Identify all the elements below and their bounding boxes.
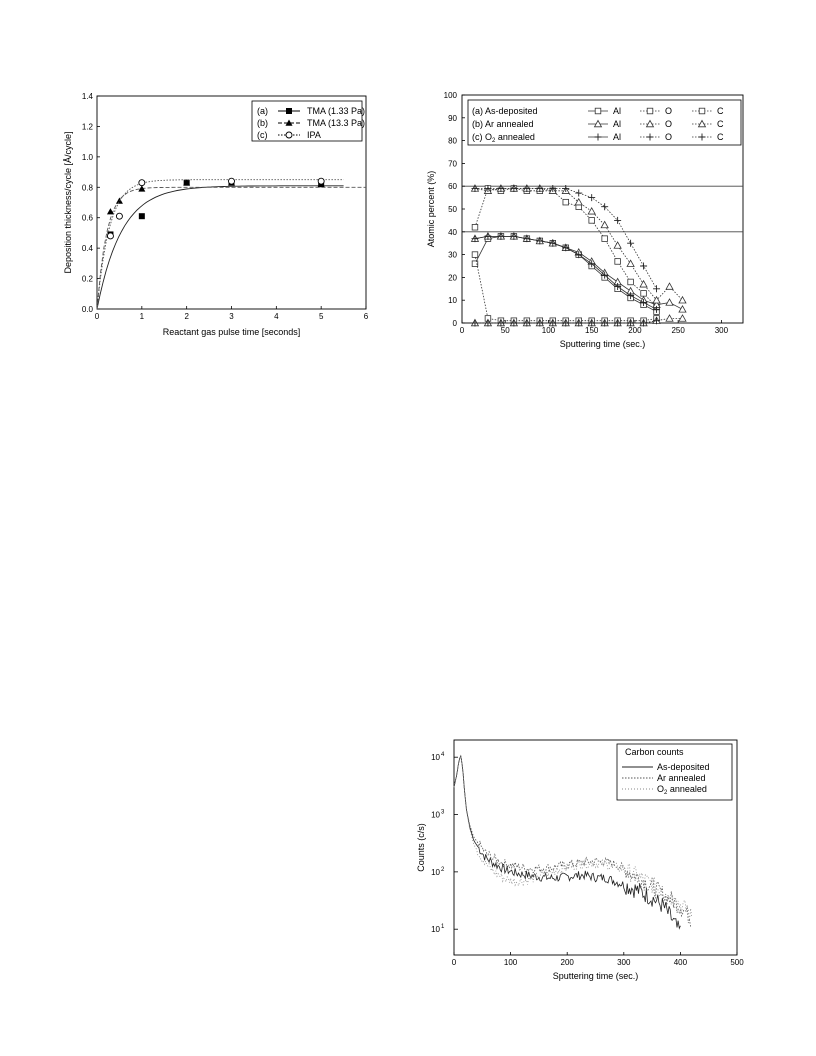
legend-marker xyxy=(647,108,653,114)
legend-element-label: Al xyxy=(613,132,622,142)
legend-tag: (a) xyxy=(257,106,268,116)
x-tick-label: 100 xyxy=(541,326,556,335)
legend-label-part: O xyxy=(657,784,665,794)
y-tick-label: 30 xyxy=(448,250,457,260)
legend-label-part: Ar annealed xyxy=(657,773,706,783)
y-tick-exponent: 2 xyxy=(441,866,445,873)
x-tick-label: 50 xyxy=(500,326,510,335)
y-tick-label: 10 xyxy=(431,753,440,763)
legend-row-label-part: (c) O xyxy=(472,132,492,142)
legend-row-label-part: (a) As-deposited xyxy=(472,106,538,116)
legend-marker xyxy=(699,108,705,114)
data-point xyxy=(575,190,582,197)
data-point xyxy=(601,203,608,210)
data-point xyxy=(627,260,634,266)
y-tick-label: 1.2 xyxy=(81,122,93,132)
y-tick-label: 10 xyxy=(431,867,440,877)
legend-label xyxy=(657,773,706,783)
y-tick-exponent: 3 xyxy=(441,809,445,816)
x-tick-label: 400 xyxy=(673,958,688,967)
y-tick-label: 10 xyxy=(431,925,440,935)
y-tick-label: 0.8 xyxy=(81,183,93,193)
x-tick-label: 200 xyxy=(628,326,642,335)
data-point xyxy=(589,218,595,224)
x-tick-label: 500 xyxy=(730,958,744,967)
legend-element-label: Al xyxy=(613,119,622,129)
y-axis-label: Counts (c/s) xyxy=(416,823,426,872)
y-tick-label: 90 xyxy=(448,113,457,123)
y-tick-label: 60 xyxy=(448,182,457,192)
y-tick-exponent: 4 xyxy=(441,752,445,759)
data-point xyxy=(666,315,673,321)
fit-curve xyxy=(97,186,344,309)
data-point xyxy=(641,291,647,297)
data-point xyxy=(601,221,608,227)
data-point xyxy=(472,252,478,258)
legend-title: Carbon counts xyxy=(625,747,684,757)
x-tick-label: 150 xyxy=(585,326,599,335)
legend-tag: (c) xyxy=(257,130,268,140)
x-tick-label: 1 xyxy=(139,312,145,321)
x-tick-label: 6 xyxy=(363,312,369,321)
y-tick-label: 1.4 xyxy=(81,92,93,101)
legend-tag: (b) xyxy=(257,118,268,128)
legend-label: TMA (13.3 Pa) xyxy=(307,118,366,128)
legend-element-label: C xyxy=(717,119,724,129)
x-tick-label: 100 xyxy=(503,958,518,967)
data-point xyxy=(139,213,145,219)
data-point xyxy=(107,233,113,239)
y-tick-label: 0.4 xyxy=(81,244,93,254)
legend-label: TMA (1.33 Pa) xyxy=(307,106,366,116)
x-tick-label: 4 xyxy=(274,312,279,321)
x-tick-label: 2 xyxy=(184,312,189,321)
y-axis-label: Atomic percent (%) xyxy=(426,170,436,248)
x-tick-label: 5 xyxy=(318,312,324,321)
data-point xyxy=(563,199,569,205)
x-tick-label: 0 xyxy=(94,312,100,321)
chart-carbon-counts xyxy=(416,740,744,981)
data-point xyxy=(679,306,686,312)
y-tick-label: 1.0 xyxy=(81,152,93,162)
legend-row-label xyxy=(472,106,538,116)
data-point xyxy=(627,240,634,247)
y-tick-label: 0.6 xyxy=(81,213,93,223)
y-tick-exponent: 1 xyxy=(441,924,445,931)
y-tick-label: 50 xyxy=(448,205,457,214)
data-point xyxy=(602,236,608,242)
legend-label-part: annealed xyxy=(667,784,707,794)
chart-atomic-percent xyxy=(426,91,743,349)
legend-element-label: C xyxy=(717,106,724,116)
legend-element-label: C xyxy=(717,132,724,142)
x-tick-label: 200 xyxy=(560,958,574,967)
x-tick-label: 300 xyxy=(714,326,729,335)
y-tick-label: 0.0 xyxy=(81,305,93,314)
data-point xyxy=(640,281,647,287)
data-point xyxy=(653,285,660,292)
x-tick-label: 300 xyxy=(617,958,631,967)
data-point xyxy=(666,299,673,305)
series-line xyxy=(475,236,683,309)
data-point xyxy=(614,217,621,224)
fit-curve xyxy=(97,180,344,309)
legend-marker xyxy=(286,108,292,114)
y-tick-label: 20 xyxy=(448,273,457,283)
y-tick-label: 100 xyxy=(443,91,457,100)
legend-label xyxy=(657,762,710,772)
y-tick-label: 0.2 xyxy=(81,274,93,284)
data-point xyxy=(666,283,673,289)
legend-row-label-part: (b) Ar annealed xyxy=(472,119,534,129)
data-point xyxy=(472,224,478,230)
y-tick-label: 10 xyxy=(448,296,457,306)
data-point xyxy=(588,208,595,214)
data-point xyxy=(615,259,621,265)
data-point xyxy=(139,180,145,186)
x-axis-label: Sputtering time (sec.) xyxy=(552,971,639,981)
y-tick-label: 40 xyxy=(448,227,457,237)
x-tick-label: 3 xyxy=(229,312,234,321)
fit-curve xyxy=(97,187,366,309)
chart-deposition xyxy=(63,92,369,337)
x-axis-label: Sputtering time (sec.) xyxy=(559,339,646,349)
data-point xyxy=(588,194,595,201)
data-point xyxy=(640,263,647,270)
legend-element-label: O xyxy=(665,119,673,129)
data-point xyxy=(614,242,621,248)
data-point xyxy=(628,279,634,285)
y-axis-label: Deposition thickness/cycle [Å/cycle] xyxy=(63,131,73,274)
x-tick-label: 0 xyxy=(459,326,465,335)
legend-row-label-part: annealed xyxy=(495,132,535,142)
y-tick-label: 10 xyxy=(431,810,440,820)
legend-label-part: As-deposited xyxy=(657,762,710,772)
legend-marker xyxy=(595,108,601,114)
legend-marker xyxy=(286,132,292,138)
x-tick-label: 0 xyxy=(451,958,457,967)
data-point xyxy=(679,297,686,303)
legend-label-part: 2 xyxy=(664,790,668,796)
y-tick-label: 0 xyxy=(452,319,457,328)
legend-element-label: O xyxy=(665,106,673,116)
y-tick-label: 80 xyxy=(448,136,457,146)
x-axis-label: Reactant gas pulse time [seconds] xyxy=(162,327,301,337)
data-point xyxy=(116,197,123,203)
data-point xyxy=(116,213,122,219)
legend-row-label xyxy=(472,119,534,129)
legend-element-label: Al xyxy=(613,106,622,116)
y-tick-label: 70 xyxy=(448,159,457,169)
x-tick-label: 250 xyxy=(671,326,685,335)
legend-element-label: O xyxy=(665,132,673,142)
data-point xyxy=(318,178,324,184)
legend-label: IPA xyxy=(307,130,321,140)
legend-row-label-part: 2 xyxy=(492,138,496,144)
data-point xyxy=(229,178,235,184)
